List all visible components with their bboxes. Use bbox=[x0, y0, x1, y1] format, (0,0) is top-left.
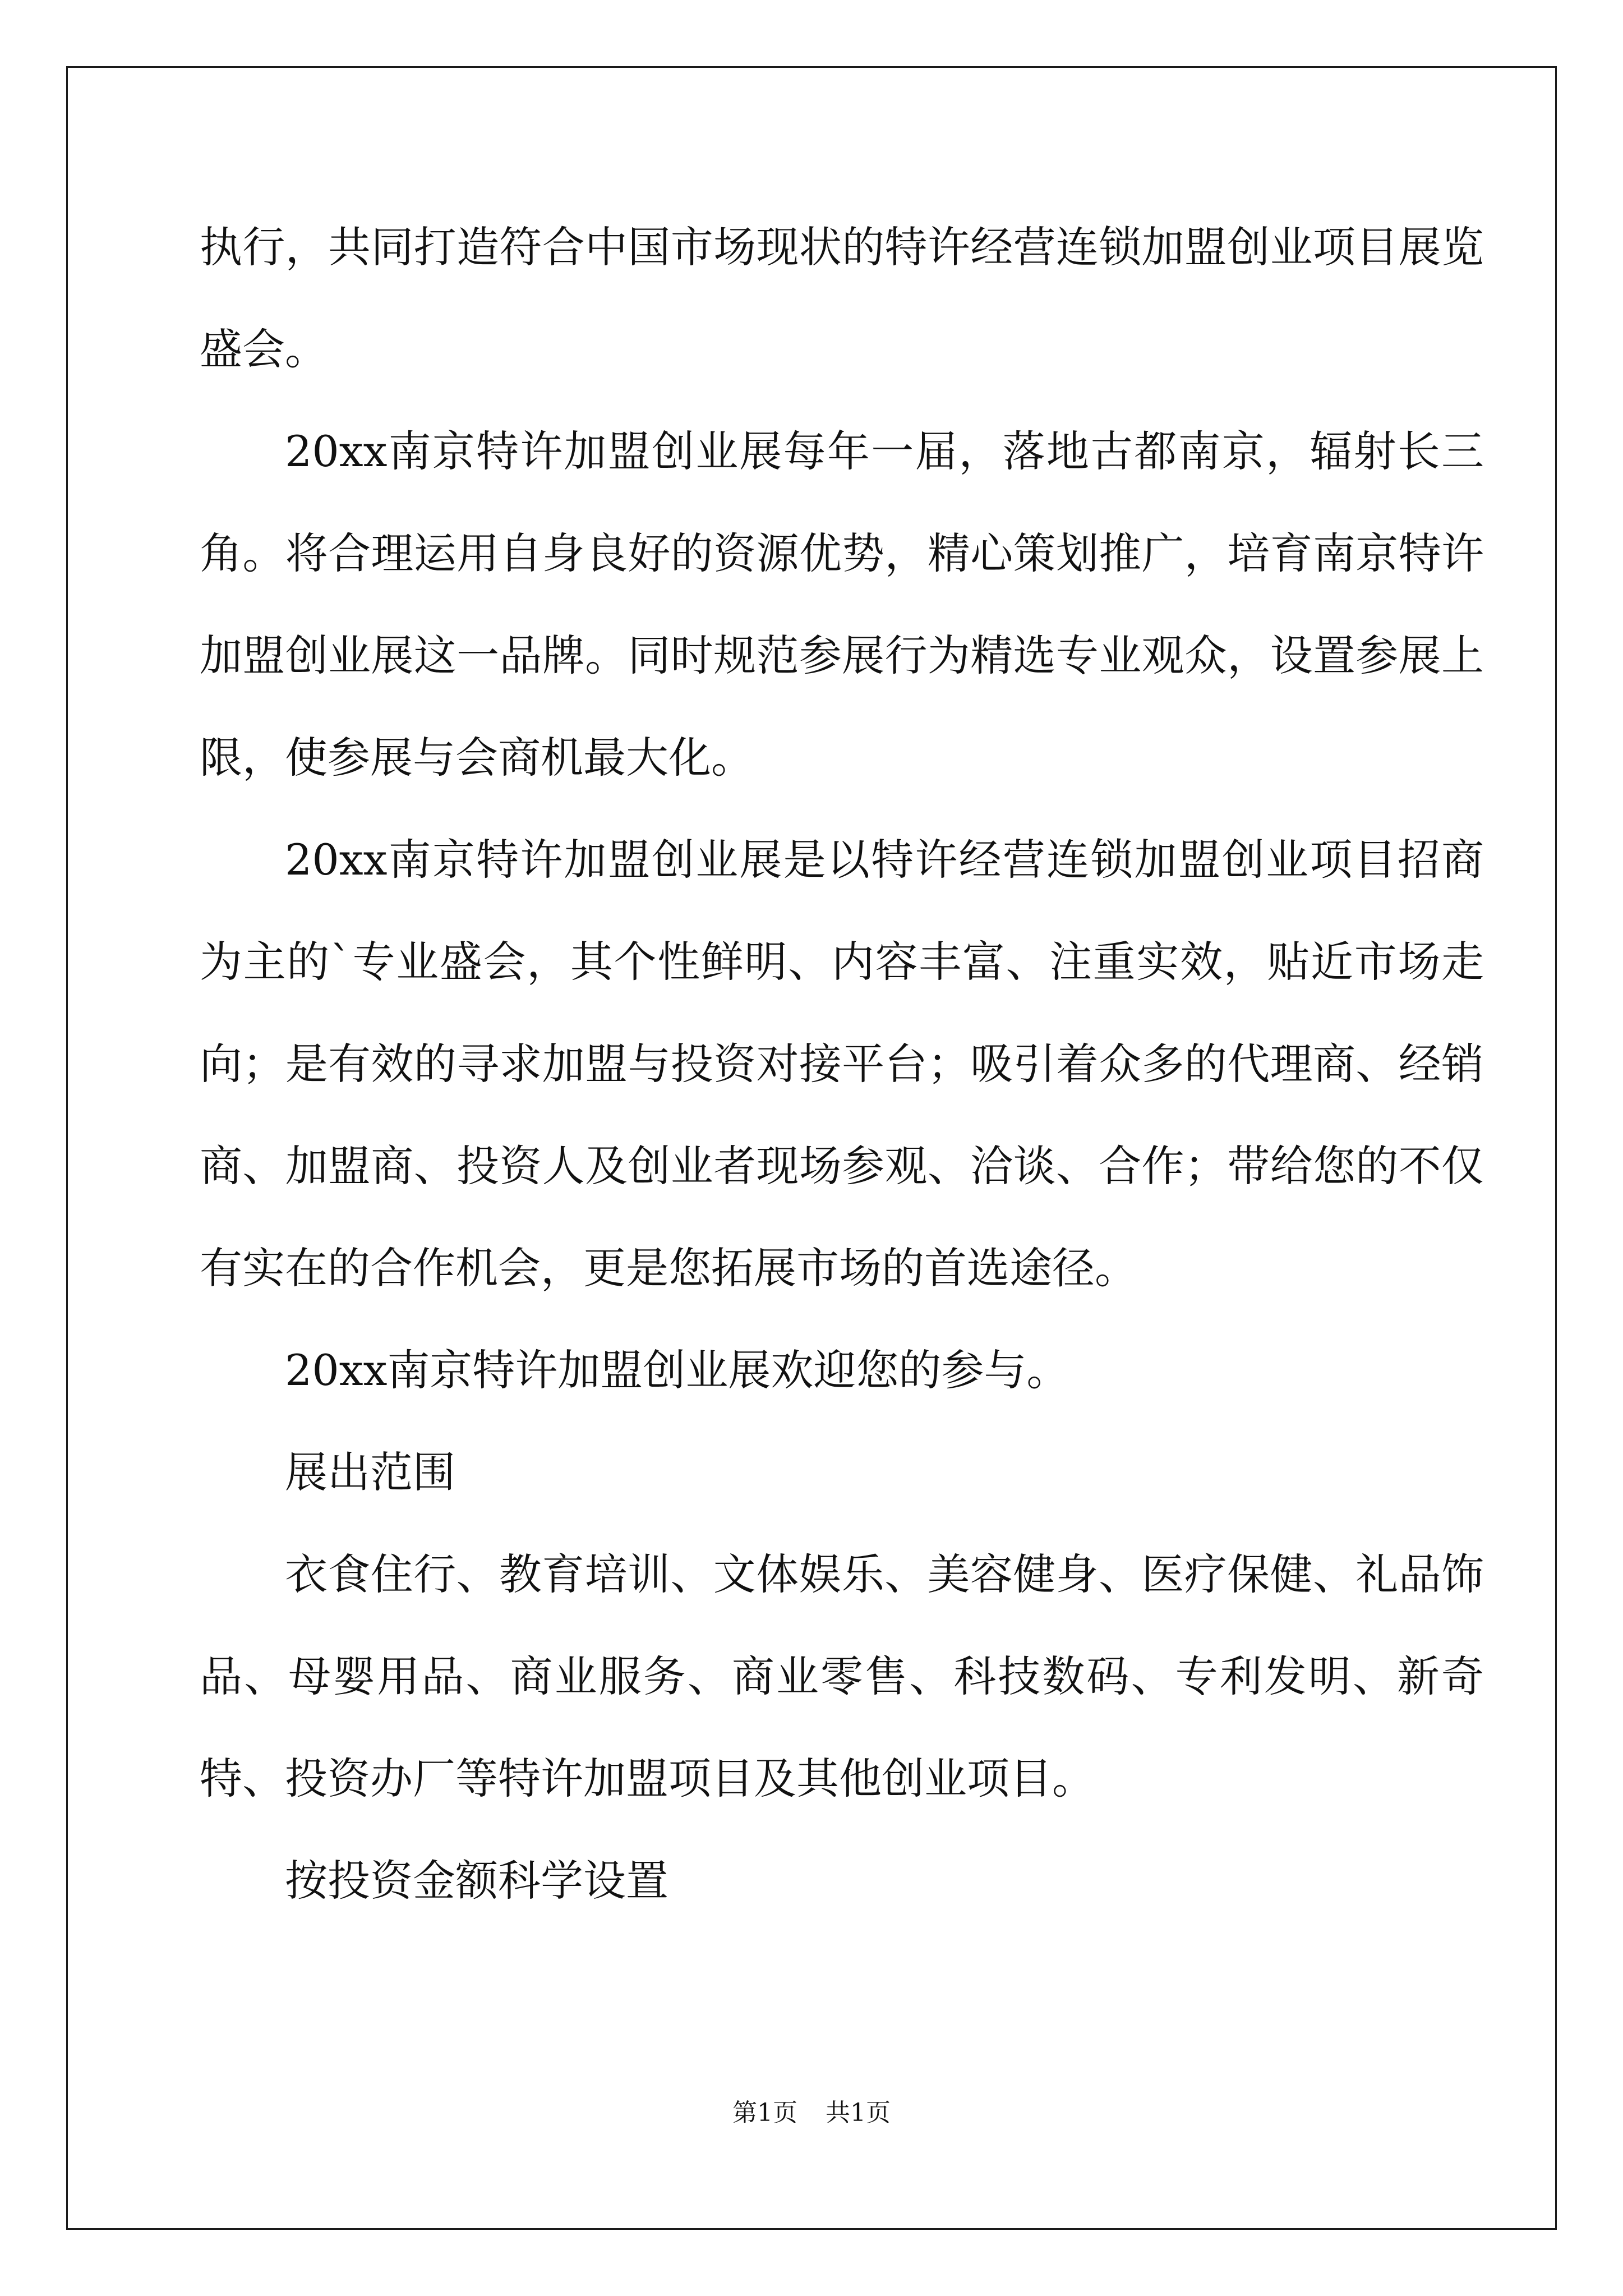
paragraph-continuation: 执行，共同打造符合中国市场现状的特许经营连锁加盟创业项目展览盛会。 bbox=[200, 222, 1484, 374]
page-footer bbox=[0, 2092, 1623, 2128]
paragraph-description: 20xx南京特许加盟创业展是以特许经营连锁加盟创业项目招商为主的`专业盛会，其个性鲜明、内容丰富、注重实效，贴近市场走向；是有效的寻求加盟与投资对接平台；吸引着众多的代理商、经销商、加盟商、投资人及创业者现场参观、洽谈、合作；带给您的不仅有实在的合作机会，更是您拓展市场的首选途径。 bbox=[200, 835, 1484, 1293]
section-heading-investment: 按投资金额科学设置 bbox=[285, 1856, 668, 1906]
page-total: 共1页 bbox=[826, 2099, 891, 2127]
paragraph-scope-list: 衣食住行、教育培训、文体娱乐、美容健身、医疗保健、礼品饰品、母婴用品、商业服务、商业零售、科技数码、专利发明、新奇特、投资办厂等特许加盟项目及其他创业项目。 bbox=[200, 1549, 1484, 1803]
page-number: 第1页 bbox=[732, 2099, 797, 2127]
paragraph-overview: 20xx南京特许加盟创业展每年一届，落地古都南京，辐射长三角。将合理运用自身良好的资源优势，精心策划推广，培育南京特许加盟创业展这一品牌。同时规范参展行为精选专业观众，设置参展上限，使参展与会商机最大化。 bbox=[200, 426, 1484, 783]
section-heading-scope: 展出范围 bbox=[285, 1447, 455, 1497]
paragraph-welcome: 20xx南京特许加盟创业展欢迎您的参与。 bbox=[285, 1345, 1069, 1395]
document-body bbox=[200, 196, 1484, 1932]
